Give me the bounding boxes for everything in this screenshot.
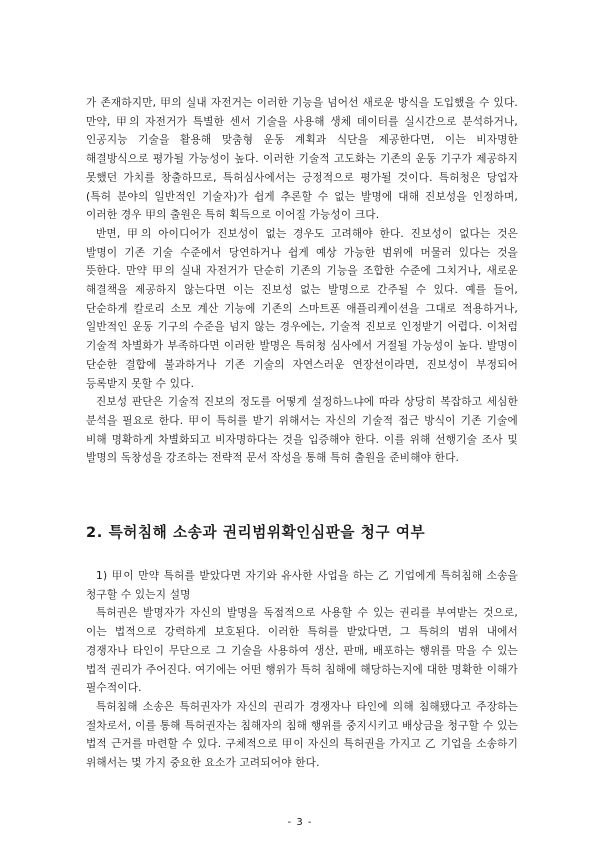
paragraph-inventive-step-judgment: 진보성 판단은 기술적 진보의 정도를 어떻게 설정하느냐에 따라 상당히 복잡하고 세심한 분석을 필요로 한다. 甲이 특허를 받기 위해서는 자신의 기술적 접근 방식이 기존 기술에 비해 명확하게 차별화되고 비자명하다는 것을 입증해야 한다. 이를 위해 선행기술 조사 및 발명의 독창성을 강조하는 전략적 문서 작성을 통해 특허 출원을 준비해야 한다. — [86, 396, 518, 465]
body-text-block-2 — [86, 567, 518, 773]
paragraph-inventive-step-negative: 반면, 甲의 아이디어가 진보성이 없는 경우도 고려해야 한다. 진보성이 없다는 것은 발명이 기존 기술 수준에서 당연하거나 쉽게 예상 가능한 범위에 머물러 있다는 것을 뜻한다. 만약 甲의 실내 자전거가 단순히 기존의 기능을 조합한 수준에 그치거나, 새로운 해결책을 제공하지 않는다면 이는 진보성 없는 발명으로 간주될 수 있다. 예를 들어, 단순하게 칼로리 소모 계산 기능에 기존의 스마트폰 애플리케이션을 그대로 적용하거나, 일반적인 운동 기구의 수준을 넘지 않는 경우에는, 기술적 진보로 인정받기 어렵다. 이처럼 기술적 차별화가 부족하다면 이러한 발명은 특허청 심사에서 거절될 가능성이 높다. 발명이 단순한 결합에 불과하거나 기존 기술의 자연스러운 연장선이라면, 진보성이 부정되어 등록받지 못할 수 있다. — [86, 227, 518, 390]
body-text-block-1 — [86, 94, 518, 468]
paragraph-patent-right: 특허권은 발명자가 자신의 발명을 독점적으로 사용할 수 있는 권리를 부여받는 것으로, 이는 법적으로 강력하게 보호된다. 이러한 특허를 받았다면, 그 특허의 범위 내에서 경쟁자나 타인이 무단으로 그 기술을 사용하여 생산, 판매, 배포하는 행위를 막을 수 있는 법적 권리가 주어진다. 여기에는 어떤 행위가 특허 침해에 해당하는지에 대한 명확한 이해가 필수적이다. — [86, 607, 518, 695]
page-number: - 3 - — [287, 817, 313, 828]
paragraph-inventive-step-positive: 가 존재하지만, 甲의 실내 자전거는 이러한 기능을 넘어선 새로운 방식을 도입했을 수 있다. 만약, 甲의 자전거가 특별한 센서 기술을 사용해 생체 데이터를 실시간으로 분석하거나, 인공지능 기술을 활용해 맞춤형 운동 계획과 식단을 제공한다면, 이는 비자명한 해결방식으로 평가될 가능성이 높다. 이러한 기술적 고도화는 기존의 운동 기구가 제공하지 못했던 가치를 창출하므로, 특허심사에서는 긍정적으로 평가될 것이다. 특허청은 당업자(특허 분야의 일반적인 기술자)가 쉽게 추론할 수 없는 발명에 대해 진보성을 인정하며, 이러한 경우 甲의 출원은 특허 획득으로 이어질 가능성이 크다. — [86, 97, 518, 222]
paragraph-infringement-suit: 특허침해 소송은 특허권자가 자신의 권리가 경쟁자나 타인에 의해 침해됐다고 주장하는 절차로서, 이를 통해 특허권자는 침해자의 침해 행위를 중지시키고 배상금을 청구할 수 있는 법적 근거를 마련할 수 있다. 구체적으로 甲이 자신의 특허권을 가지고 乙 기업을 소송하기 위해서는 몇 가지 중요한 요소가 고려되어야 한다. — [86, 700, 518, 770]
question-item: 1) 甲이 만약 특허를 받았다면 자기와 유사한 사업을 하는 乙 기업에게 특허침해 소송을 청구할 수 있는지 설명 — [86, 570, 518, 601]
section-heading: 2. 특허침해 소송과 권리범위확인심판을 청구 여부 — [86, 524, 426, 541]
